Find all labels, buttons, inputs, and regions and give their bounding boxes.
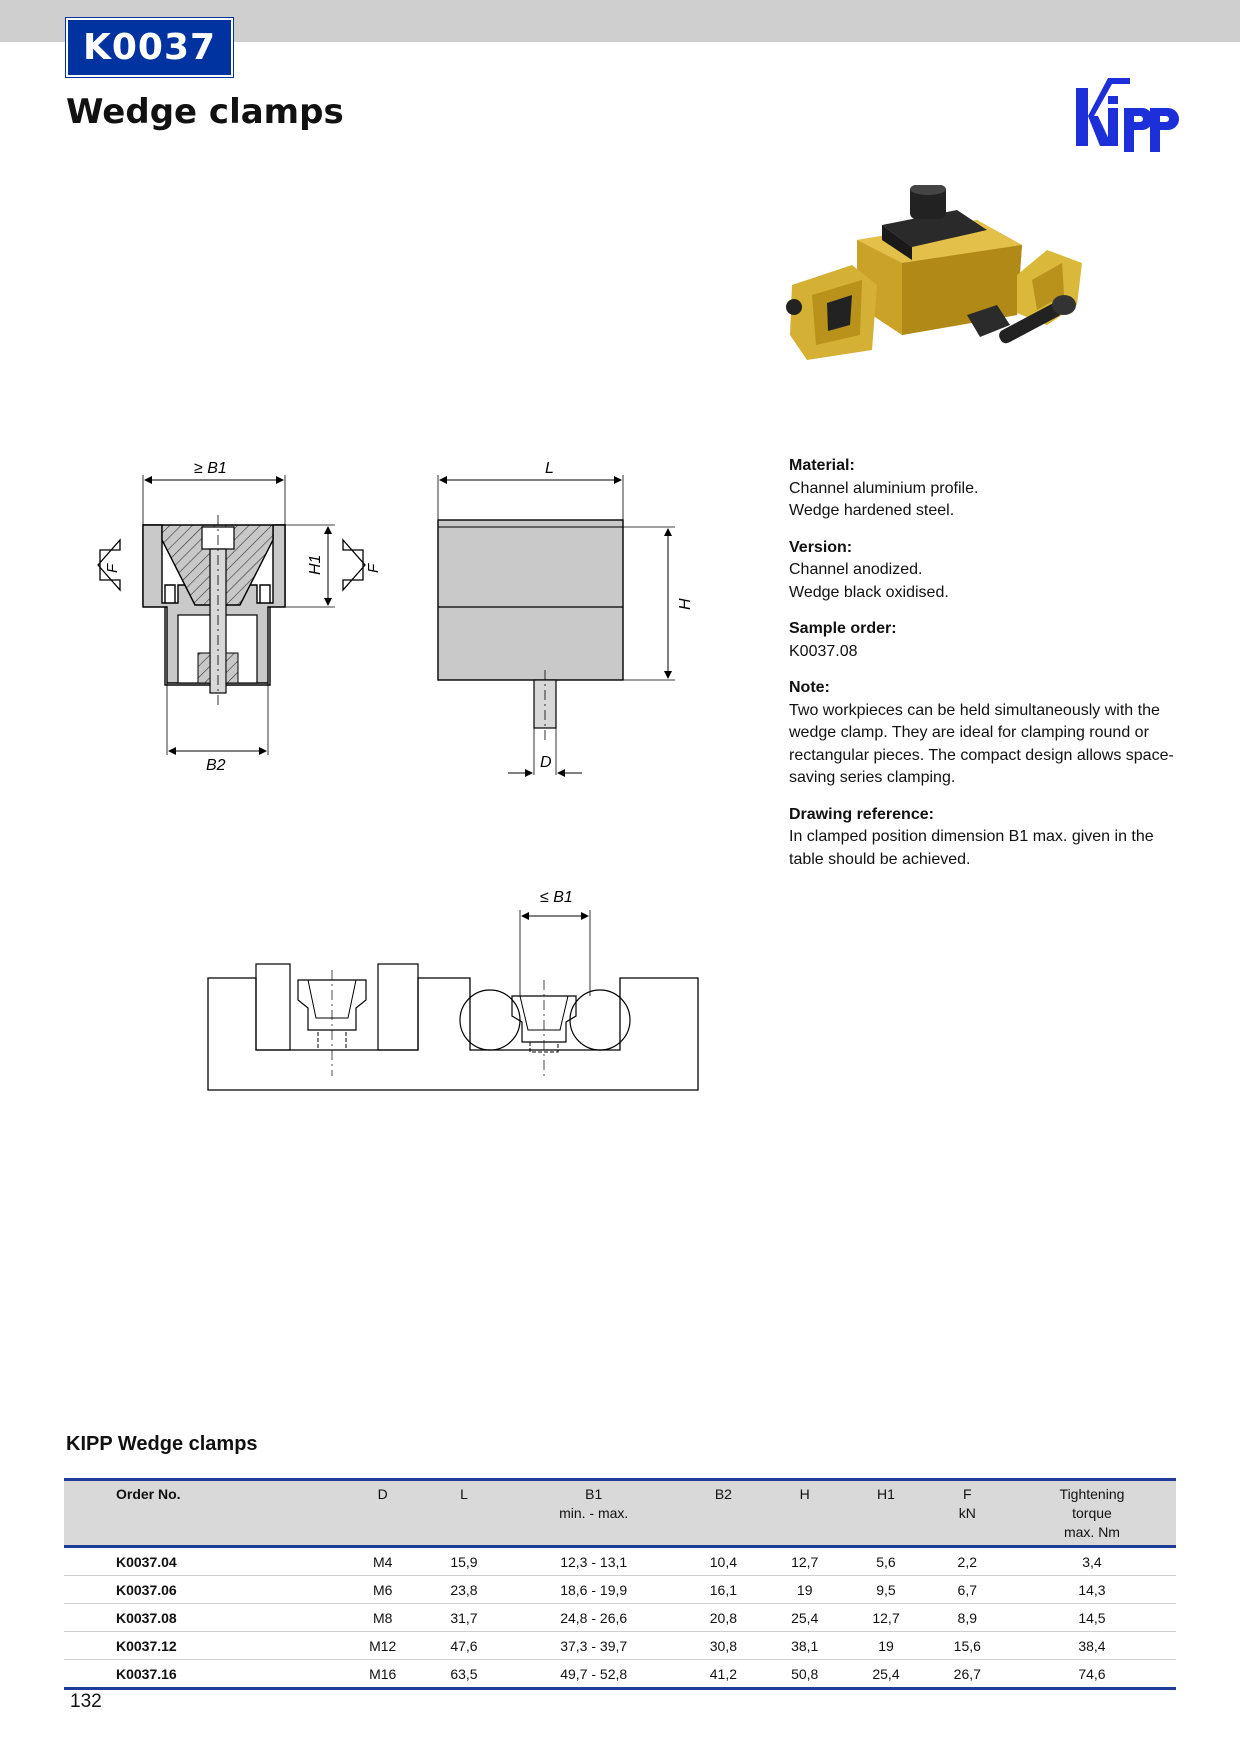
product-info <box>789 455 1189 885</box>
col-d: D <box>342 1480 423 1547</box>
table-row: K0037.06 M6 23,8 18,6 - 19,9 16,1 19 9,5 6,7 14,3 <box>64 1576 1176 1604</box>
table-title: KIPP Wedge clamps <box>66 1433 258 1455</box>
col-f: F kN <box>927 1480 1008 1547</box>
info-material: Material: Channel aluminium profile. Wedge hardened steel. <box>789 457 979 519</box>
col-h1: H1 <box>845 1480 926 1547</box>
force-left-label: F <box>104 563 121 573</box>
col-torque: Tightening torque max. Nm <box>1008 1480 1176 1547</box>
table-row: K0037.16 M16 63,5 49,7 - 52,8 41,2 50,8 25,4 26,7 74,6 <box>64 1660 1176 1689</box>
col-h: H <box>764 1480 845 1547</box>
col-b2: B2 <box>683 1480 764 1547</box>
dim-h1: H1 <box>307 554 324 575</box>
dim-d: D <box>540 754 552 771</box>
col-order-no: Order No. <box>64 1480 342 1547</box>
info-note: Note: Two workpieces can be held simultaneously with the wedge clamp. They are ideal for clamping round or rectangular pieces. The compact design allows space- saving series clamping. <box>789 679 1174 786</box>
table-row: K0037.04 M4 15,9 12,3 - 13,1 10,4 12,7 5,6 2,2 3,4 <box>64 1547 1176 1576</box>
table-header-row <box>64 1480 1176 1547</box>
application-drawing <box>200 880 710 1100</box>
col-l: L <box>423 1480 504 1547</box>
col-b1: B1 min. - max. <box>505 1480 683 1547</box>
dim-h: H <box>677 598 694 610</box>
dim-b1-min: ≥ B1 <box>194 460 227 477</box>
table-row: K0037.08 M8 31,7 24,8 - 26,6 20,8 25,4 12,7 8,9 14,5 <box>64 1604 1176 1632</box>
dim-l: L <box>545 460 554 477</box>
dim-b2: B2 <box>206 757 226 774</box>
kipp-logo <box>1072 72 1186 160</box>
product-code-badge: K0037 <box>66 18 233 77</box>
info-sample-order: Sample order: K0037.08 <box>789 620 897 660</box>
dim-b1-max: ≤ B1 <box>540 889 573 906</box>
spec-table <box>64 1478 1176 1690</box>
info-version: Version: Channel anodized. Wedge black oxidised. <box>789 538 949 601</box>
product-photo <box>782 185 1092 395</box>
force-right-label: F <box>365 563 382 573</box>
page-title: Wedge clamps <box>66 92 344 132</box>
info-drawing-reference: Drawing reference: In clamped position dimension B1 max. given in the table should be achieved. <box>789 805 1154 868</box>
table-row: K0037.12 M12 47,6 37,3 - 39,7 30,8 38,1 19 15,6 38,4 <box>64 1632 1176 1660</box>
page-number: 132 <box>70 1691 102 1712</box>
